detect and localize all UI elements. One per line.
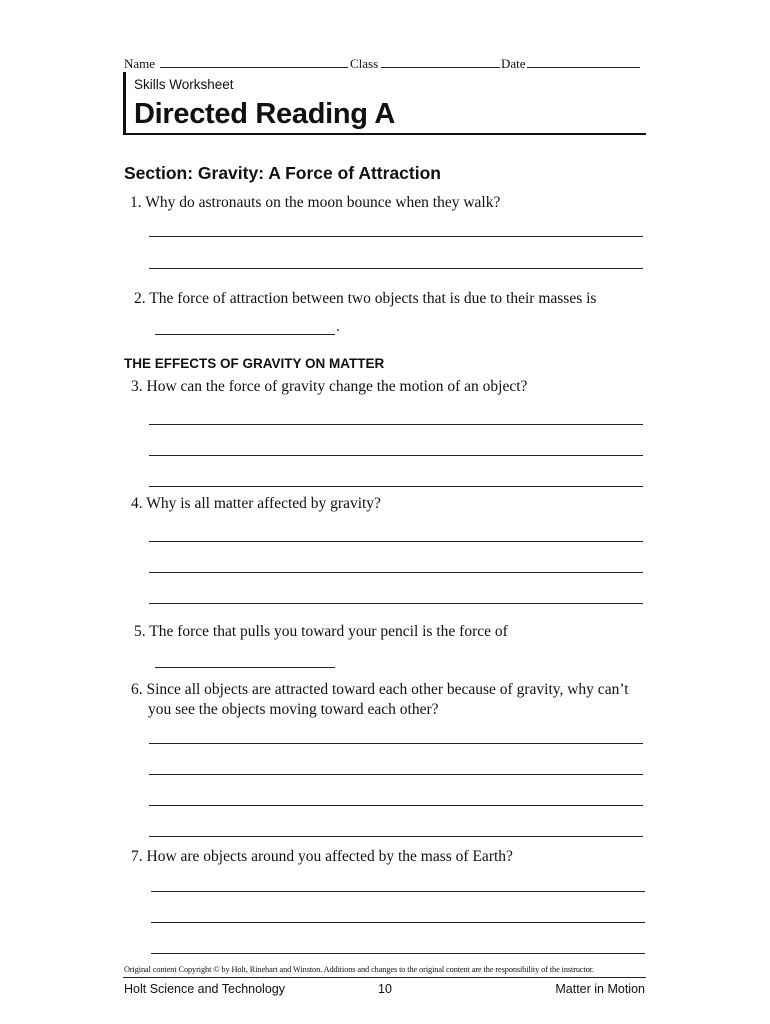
skills-worksheet-label: Skills Worksheet — [134, 77, 234, 92]
answer-line[interactable] — [149, 424, 643, 425]
question-number: 7. — [131, 848, 143, 865]
name-blank[interactable] — [160, 67, 348, 68]
question-5 — [134, 622, 508, 642]
title-underline — [123, 133, 646, 135]
subsection-heading: THE EFFECTS OF GRAVITY ON MATTER — [124, 356, 385, 371]
class-label: Class — [350, 56, 379, 71]
answer-line[interactable] — [149, 268, 643, 269]
question-text: How are objects around you affected by the mass of Earth? — [146, 848, 513, 865]
question-number: 4. — [131, 495, 143, 512]
date-blank[interactable] — [527, 67, 640, 68]
answer-line[interactable] — [149, 541, 643, 542]
page-title: Directed Reading A — [134, 98, 396, 130]
question-text: The force that pulls you toward your pencil is the force of — [149, 623, 508, 640]
answer-line[interactable] — [151, 891, 645, 892]
fill-in-blank[interactable] — [155, 334, 335, 335]
question-text: How can the force of gravity change the motion of an object? — [146, 378, 528, 395]
question-6 — [131, 680, 629, 720]
question-text: Why do astronauts on the moon bounce when they walk? — [145, 194, 501, 211]
footer-rule — [123, 977, 646, 978]
question-number: 3. — [131, 378, 143, 395]
question-number: 2. — [134, 290, 146, 307]
class-blank[interactable] — [381, 67, 500, 68]
copyright-notice: Original content Copyright © by Holt, Rinehart and Winston. Additions and changes to the original content are the responsibility of the instructor. — [124, 965, 594, 974]
footer-chapter-title: Matter in Motion — [555, 982, 645, 996]
question-text: Why is all matter affected by gravity? — [146, 495, 381, 512]
answer-line[interactable] — [149, 236, 643, 237]
answer-line[interactable] — [149, 836, 643, 837]
date-label: Date — [501, 56, 526, 71]
question-number: 5. — [134, 623, 146, 640]
question-1 — [130, 193, 500, 213]
question-4 — [131, 494, 381, 514]
answer-line[interactable] — [149, 486, 643, 487]
question-text: Since all objects are attracted toward each other because of gravity, why can’t — [146, 681, 629, 698]
title-bar — [123, 72, 126, 135]
name-label: Name — [124, 56, 156, 71]
answer-line[interactable] — [149, 603, 643, 604]
answer-line[interactable] — [149, 743, 643, 744]
question-text-cont: you see the objects moving toward each other? — [148, 701, 439, 718]
answer-line[interactable] — [151, 922, 645, 923]
class-field[interactable] — [350, 56, 378, 72]
answer-line[interactable] — [149, 805, 643, 806]
question-2 — [134, 289, 596, 309]
page-number: 10 — [378, 982, 392, 996]
date-field[interactable] — [501, 56, 526, 72]
question-text: The force of attraction between two objects that is due to their masses is — [149, 290, 597, 307]
section-heading: Section: Gravity: A Force of Attraction — [124, 163, 441, 183]
name-field[interactable] — [124, 56, 155, 72]
question-number: 1. — [130, 194, 142, 211]
footer-book-title: Holt Science and Technology — [124, 982, 285, 996]
answer-line[interactable] — [149, 572, 643, 573]
question-3 — [131, 377, 527, 397]
answer-line[interactable] — [151, 953, 645, 954]
question-7 — [131, 847, 513, 867]
blank-period: . — [336, 319, 340, 335]
question-number: 6. — [131, 681, 143, 698]
answer-line[interactable] — [149, 774, 643, 775]
fill-in-blank[interactable] — [155, 667, 335, 668]
answer-line[interactable] — [149, 455, 643, 456]
